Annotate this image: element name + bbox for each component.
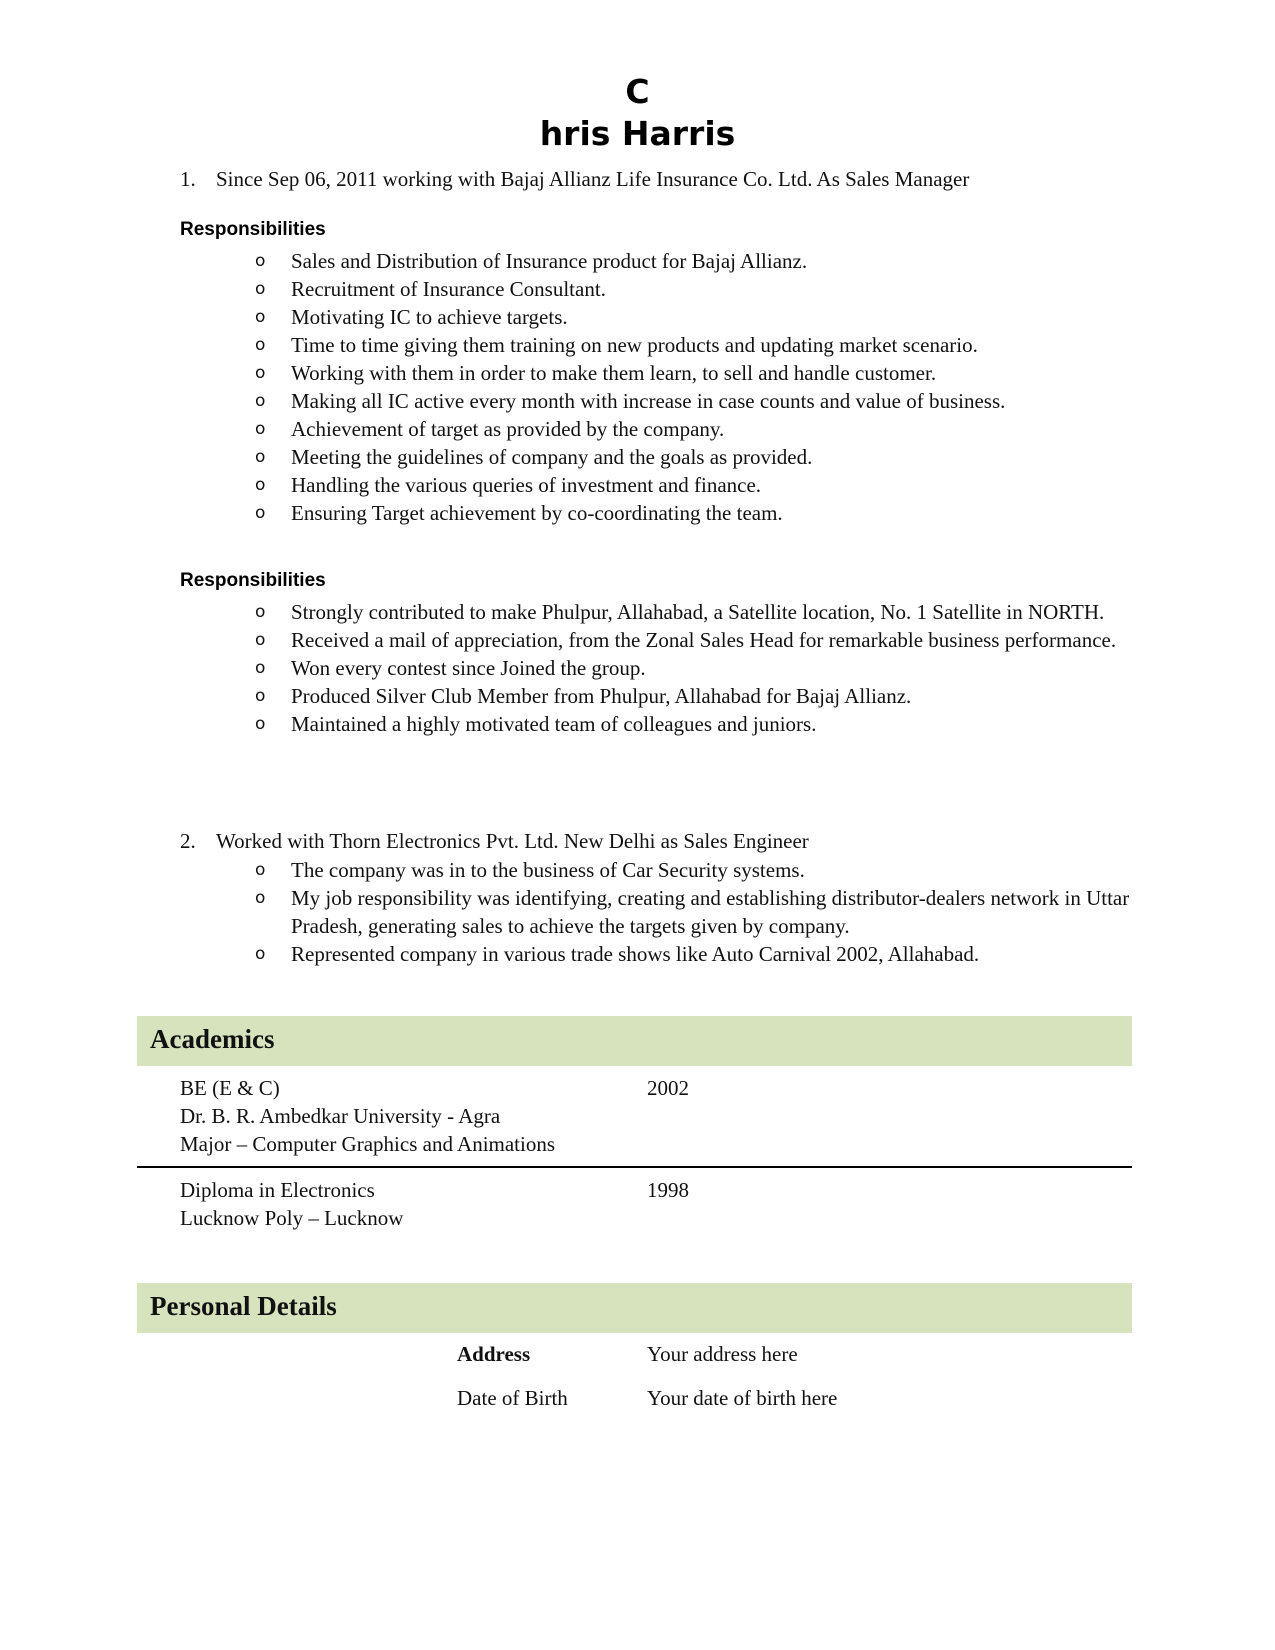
bullet-icon: o bbox=[255, 714, 266, 734]
list-item: o Motivating IC to achieve targets. bbox=[255, 305, 568, 329]
list-item: o Ensuring Target achievement by co-coordinating the team. bbox=[255, 501, 783, 525]
academics-entry-details bbox=[180, 1074, 555, 1158]
personal-details-heading: Personal Details bbox=[150, 1291, 337, 1321]
bullet-icon: o bbox=[255, 419, 266, 439]
bullet-icon: o bbox=[255, 630, 266, 650]
list-item: o Achievement of target as provided by the company. bbox=[255, 417, 725, 441]
institution: Dr. B. R. Ambedkar University - Agra bbox=[180, 1104, 501, 1128]
list-item: o My job responsibility was identifying, creating and establishing distributor-dealers network in Uttar Pradesh, generating sales to achieve the targets given by company. bbox=[255, 886, 1130, 938]
bullet-icon: o bbox=[255, 503, 266, 523]
name-line-2: hris Harris bbox=[539, 114, 736, 153]
bullet-icon: o bbox=[255, 475, 266, 495]
name-line-1: C bbox=[625, 72, 650, 111]
academics-heading: Academics bbox=[150, 1024, 275, 1054]
bullet-icon: o bbox=[255, 391, 266, 411]
bullet-icon: o bbox=[255, 447, 266, 467]
degree: BE (E & C) bbox=[180, 1076, 280, 1100]
job-1-title-text: Since Sep 06, 2011 working with Bajaj Allianz Life Insurance Co. Ltd. As Sales Manager bbox=[216, 167, 970, 191]
list-item: o Making all IC active every month with increase in case counts and value of business. bbox=[255, 389, 1006, 413]
address-label: Address bbox=[457, 1342, 531, 1366]
degree: Diploma in Electronics bbox=[180, 1178, 375, 1202]
job-1-number: 1. bbox=[180, 167, 196, 191]
list-item: o Received a mail of appreciation, from the Zonal Sales Head for remarkable business performance. bbox=[255, 628, 1117, 652]
academics-entry-details bbox=[180, 1176, 403, 1232]
list-item: o Handling the various queries of investment and finance. bbox=[255, 473, 762, 497]
academics-section-header bbox=[137, 1016, 1132, 1066]
bullet-icon: o bbox=[255, 251, 266, 271]
job-2-title-text: Worked with Thorn Electronics Pvt. Ltd. New Delhi as Sales Engineer bbox=[216, 829, 809, 853]
list-item: o Sales and Distribution of Insurance product for Bajaj Allianz. bbox=[255, 249, 808, 273]
bullet-icon: o bbox=[255, 307, 266, 327]
address-value: Your address here bbox=[647, 1342, 798, 1366]
academics-year: 2002 bbox=[647, 1076, 689, 1100]
achievements-heading: Responsibilities bbox=[180, 570, 326, 591]
list-item: o Recruitment of Insurance Consultant. bbox=[255, 277, 606, 301]
bullet-icon: o bbox=[255, 944, 266, 964]
bullet-icon: o bbox=[255, 888, 266, 908]
list-item: o Meeting the guidelines of company and the goals as provided. bbox=[255, 445, 813, 469]
list-item: o Won every contest since Joined the group. bbox=[255, 656, 646, 680]
academics-divider bbox=[137, 1166, 1132, 1168]
list-item: o Time to time giving them training on new products and updating market scenario. bbox=[255, 333, 978, 357]
personal-details-section-header bbox=[137, 1283, 1132, 1333]
institution: Lucknow Poly – Lucknow bbox=[180, 1206, 404, 1230]
achievements-list bbox=[0, 598, 1275, 738]
bullet-icon: o bbox=[255, 363, 266, 383]
dob-label: Date of Birth bbox=[457, 1386, 568, 1410]
job-1-title bbox=[180, 165, 969, 193]
list-item: o Produced Silver Club Member from Phulpur, Allahabad for Bajaj Allianz. bbox=[255, 684, 912, 708]
bullet-icon: o bbox=[255, 686, 266, 706]
responsibilities-list bbox=[0, 247, 1275, 527]
bullet-icon: o bbox=[255, 279, 266, 299]
job-2-number: 2. bbox=[180, 829, 196, 853]
list-item: o Working with them in order to make them learn, to sell and handle customer. bbox=[255, 361, 937, 385]
list-item: o The company was in to the business of Car Security systems. bbox=[255, 858, 805, 882]
list-item: o Maintained a highly motivated team of colleagues and juniors. bbox=[255, 712, 817, 736]
academics-year: 1998 bbox=[647, 1178, 689, 1202]
list-item: o Strongly contributed to make Phulpur, Allahabad, a Satellite location, No. 1 Satellite in NORTH. bbox=[255, 600, 1105, 624]
major: Major – Computer Graphics and Animations bbox=[180, 1132, 556, 1156]
job-2-title bbox=[180, 827, 809, 855]
list-item: o Represented company in various trade shows like Auto Carnival 2002, Allahabad. bbox=[255, 942, 980, 966]
bullet-icon: o bbox=[255, 860, 266, 880]
bullet-icon: o bbox=[255, 602, 266, 622]
responsibilities-heading: Responsibilities bbox=[180, 219, 326, 240]
bullet-icon: o bbox=[255, 335, 266, 355]
dob-value: Your date of birth here bbox=[647, 1386, 838, 1410]
job-2-points-list bbox=[0, 856, 1275, 968]
bullet-icon: o bbox=[255, 658, 266, 678]
